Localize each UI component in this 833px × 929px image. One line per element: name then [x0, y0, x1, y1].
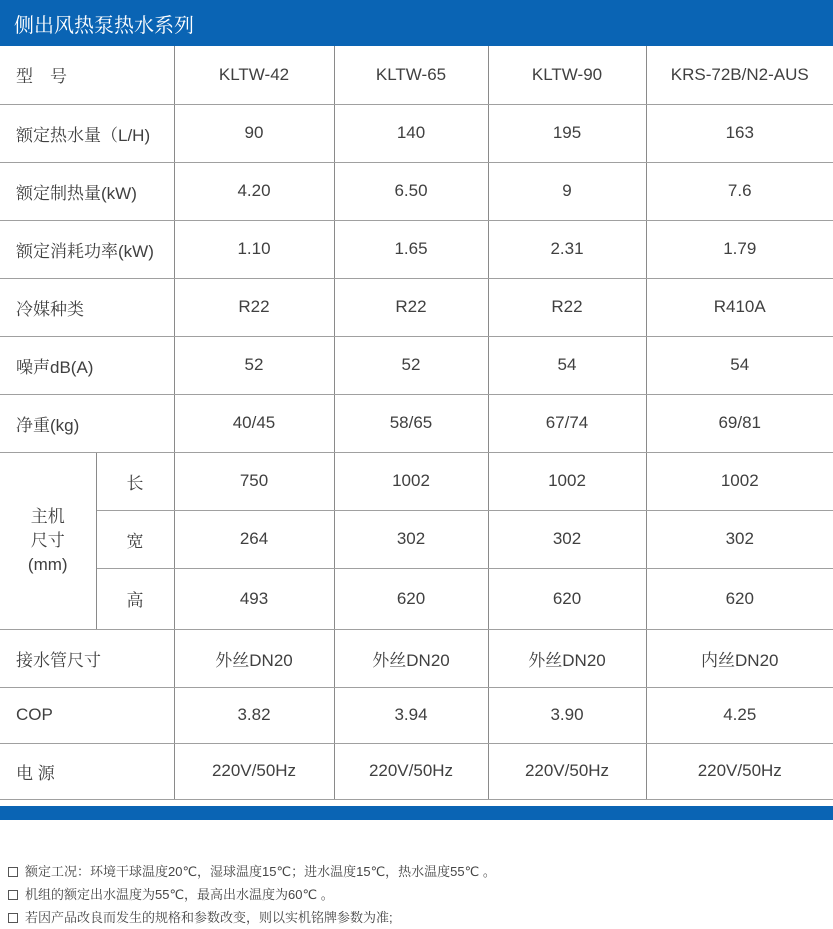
spec-row — [0, 629, 833, 687]
value-cell: 58/65 — [334, 394, 488, 452]
value-cell: 4.20 — [174, 162, 334, 220]
model-header-cell: KLTW-65 — [334, 46, 488, 104]
notes — [8, 860, 828, 929]
checkbox-square-icon — [8, 890, 18, 900]
row-label-cell: 冷媒种类 — [0, 278, 174, 336]
note-item — [8, 883, 828, 906]
checkbox-square-icon — [8, 867, 18, 877]
spec-row — [0, 104, 833, 162]
spec-row — [0, 336, 833, 394]
value-cell: 1002 — [488, 452, 646, 510]
row-label-cell: 接水管尺寸 — [0, 629, 174, 687]
value-cell: 220V/50Hz — [174, 743, 334, 799]
model-header-cell: KLTW-42 — [174, 46, 334, 104]
value-cell: 220V/50Hz — [646, 743, 833, 799]
value-cell: 52 — [174, 336, 334, 394]
row-label-cell: COP — [0, 687, 174, 743]
value-cell: 195 — [488, 104, 646, 162]
value-cell: 220V/50Hz — [488, 743, 646, 799]
group-label-line: (mm) — [27, 554, 68, 574]
value-cell: 302 — [646, 510, 833, 568]
spec-row — [0, 162, 833, 220]
dimension-label-cell: 高 — [96, 568, 174, 629]
model-header-cell: KRS-72B/N2-AUS — [646, 46, 833, 104]
value-cell: 90 — [174, 104, 334, 162]
value-cell: 163 — [646, 104, 833, 162]
header-label-cell: 型 号 — [0, 46, 174, 104]
dimension-row — [0, 510, 833, 568]
value-cell: R22 — [334, 278, 488, 336]
value-cell: 750 — [174, 452, 334, 510]
group-label-line: 主机 — [30, 506, 65, 526]
value-cell: 7.6 — [646, 162, 833, 220]
model-header-cell: KLTW-90 — [488, 46, 646, 104]
dimension-group-label — [0, 452, 96, 629]
header-row — [0, 46, 833, 104]
dimension-label-cell: 宽 — [96, 510, 174, 568]
dimension-label-cell: 长 — [96, 452, 174, 510]
value-cell: 1002 — [334, 452, 488, 510]
value-cell: 52 — [334, 336, 488, 394]
row-label-cell: 额定热水量（L/H) — [0, 104, 174, 162]
value-cell: 620 — [334, 568, 488, 629]
value-cell: 外丝DN20 — [488, 629, 646, 687]
note-item — [8, 860, 828, 883]
value-cell: 3.90 — [488, 687, 646, 743]
value-cell: R410A — [646, 278, 833, 336]
spec-row — [0, 220, 833, 278]
value-cell: 9 — [488, 162, 646, 220]
value-cell: 302 — [488, 510, 646, 568]
value-cell: R22 — [488, 278, 646, 336]
dimension-row — [0, 568, 833, 629]
value-cell: 140 — [334, 104, 488, 162]
note-text: 额定工况：环境干球温度20℃，湿球温度15℃；进水温度15℃，热水温度55℃ 。 — [25, 864, 496, 879]
row-label-cell: 额定制热量(kW) — [0, 162, 174, 220]
spec-table — [0, 46, 833, 800]
value-cell: 1002 — [646, 452, 833, 510]
value-cell: 40/45 — [174, 394, 334, 452]
value-cell: 620 — [646, 568, 833, 629]
page-title: 侧出风热泵热水系列 — [14, 14, 194, 37]
value-cell: 620 — [488, 568, 646, 629]
value-cell: 220V/50Hz — [334, 743, 488, 799]
note-text: 若因产品改良而发生的规格和参数改变，则以实机铭牌参数为准; — [25, 910, 393, 925]
page-title-bar — [0, 0, 833, 46]
value-cell: 1.65 — [334, 220, 488, 278]
row-label-cell: 噪声dB(A) — [0, 336, 174, 394]
checkbox-square-icon — [8, 913, 18, 923]
value-cell: 54 — [646, 336, 833, 394]
value-cell: 264 — [174, 510, 334, 568]
value-cell: 3.94 — [334, 687, 488, 743]
value-cell: 1.10 — [174, 220, 334, 278]
value-cell: 3.82 — [174, 687, 334, 743]
value-cell: R22 — [174, 278, 334, 336]
value-cell: 外丝DN20 — [334, 629, 488, 687]
value-cell: 54 — [488, 336, 646, 394]
row-label-cell: 净重(kg) — [0, 394, 174, 452]
value-cell: 外丝DN20 — [174, 629, 334, 687]
note-item — [8, 906, 828, 929]
value-cell: 内丝DN20 — [646, 629, 833, 687]
row-label-cell: 额定消耗功率(kW) — [0, 220, 174, 278]
value-cell: 302 — [334, 510, 488, 568]
value-cell: 493 — [174, 568, 334, 629]
value-cell: 6.50 — [334, 162, 488, 220]
group-label-line: 尺寸 — [30, 530, 65, 550]
spec-row — [0, 687, 833, 743]
value-cell: 1.79 — [646, 220, 833, 278]
value-cell: 4.25 — [646, 687, 833, 743]
bottom-accent-bar — [0, 806, 833, 820]
spec-row — [0, 278, 833, 336]
value-cell: 67/74 — [488, 394, 646, 452]
spec-row — [0, 394, 833, 452]
row-label-cell: 电 源 — [0, 743, 174, 799]
value-cell: 2.31 — [488, 220, 646, 278]
value-cell: 69/81 — [646, 394, 833, 452]
note-text: 机组的额定出水温度为55℃，最高出水温度为60℃ 。 — [25, 887, 334, 902]
spec-row — [0, 743, 833, 799]
dimension-row — [0, 452, 833, 510]
